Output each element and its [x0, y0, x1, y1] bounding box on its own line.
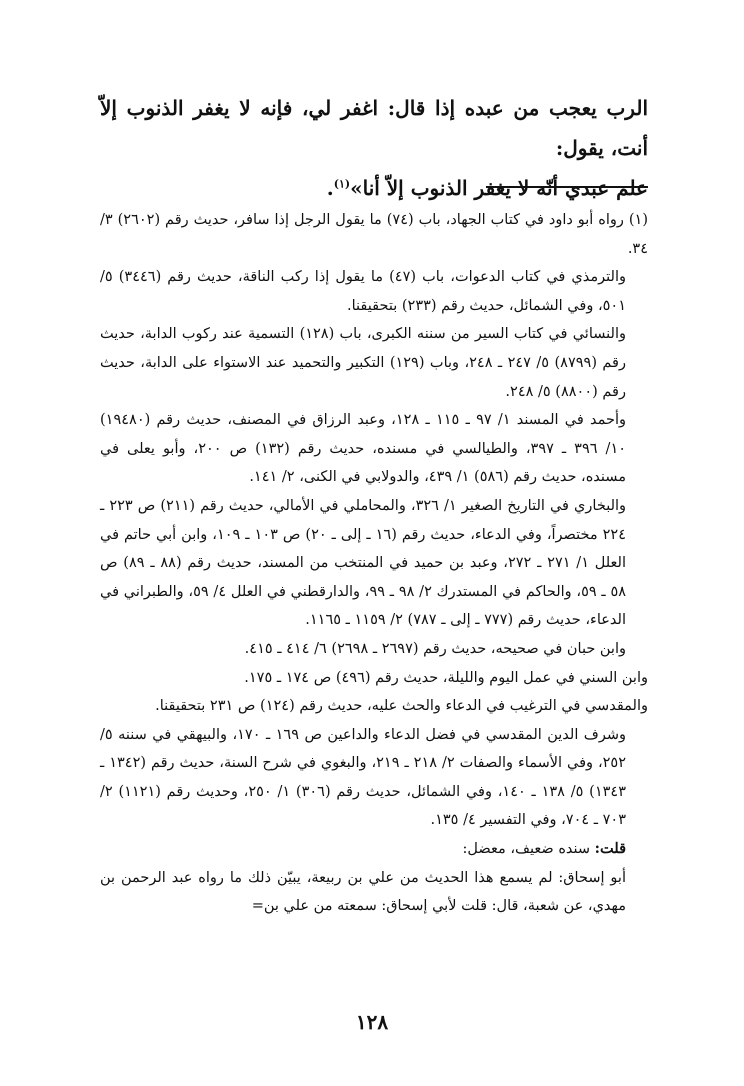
note-paragraph [100, 835, 648, 864]
footnote-paragraph: وابن السني في عمل اليوم والليلة، حديث رقم (٤٩٦) ص ١٧٤ ـ ١٧٥. [244, 669, 648, 686]
note-label: قلت: [594, 840, 626, 858]
footnote-paragraph: والبخاري في التاريخ الصغير ١/ ٣٢٦، والمحاملي في الأمالي، حديث رقم (٢١١) ص ٢٢٣ ـ ٢٢٤ مختصراً، وفي الدعاء، حديث رقم (١٦ ـ إلى ـ ٢٠) ص ١٠٣ ـ ١٠٩، وابن أبي حاتم في العلل ١/ ٢٧١ ـ ٢٧٢، وعبد بن حميد في المنتخب من المسند، حديث رقم (٨٨ ـ ٨٩) ص ٥٨ ـ ٥٩، والحاكم في المستدرك ٢/ ٩٨ ـ ٩٩، والدارقطني في العلل ٤/ ٥٩، والطبراني في الدعاء، حديث رقم (٧٧٧ ـ إلى ـ ٧٨٧) ٢/ ١١٥٩ ـ ١١٦٥. [100, 497, 627, 629]
footnote-paragraph: أبو إسحاق: لم يسمع هذا الحديث من علي بن ربيعة، يبيّن ذلك ما رواه عبد الرحمن بن مهدي، عن شعبة، قال: قلت لأبي إسحاق: سمعته من علي بن= [100, 869, 626, 915]
footnote-reference: (١) [333, 177, 351, 191]
main-text-line: الرب يعجب من عبده إذا قال: اغفر لي، فإنه لا يغفر الذنوب إلاّ أنت، يقول: [100, 96, 648, 160]
footnote-paragraph: والنسائي في كتاب السير من سننه الكبرى، باب (١٢٨) التسمية عند ركوب الدابة، حديث رقم (٨٧٩٩) ٥/ ٢٤٧ ـ ٢٤٨، وباب (١٢٩) التكبير والتحميد عند الاستواء على الدابة، حديث رقم (٨٨٠٠) ٥/ ٢٤٨. [100, 326, 626, 400]
footnote-paragraph: (١) رواه أبو داود في كتاب الجهاد، باب (٧٤) ما يقول الرجل إذا سافر، حديث رقم (٢٦٠٢) ٣/ ٣٤. [100, 212, 648, 257]
footnote-paragraph: والمقدسي في الترغيب في الدعاء والحث عليه، حديث رقم (١٢٤) ص ٢٣١ بتحقيقنا. [155, 698, 648, 715]
footnote-separator [486, 186, 648, 188]
footnote-paragraph: وابن حبان في صحيحه، حديث رقم (٢٦٩٧ ـ ٢٦٩٨) ٦/ ٤١٤ ـ ٤١٥. [244, 640, 626, 657]
footnote-paragraph: وشرف الدين المقدسي في فضل الدعاء والداعين ص ١٦٩ ـ ١٧٠، والبيهقي في سننه ٥/ ٢٥٢، وفي الأسماء والصفات ٢/ ٢١٨ ـ ٢١٩، والبغوي في شرح السنة، حديث رقم (١٣٤٢ ـ ١٣٤٣) ٥/ ١٣٨ ـ ١٤٠، وفي الشمائل، حديث رقم (٣٠٦) ١/ ٢٥٠، وحديث رقم (١١٢١) ٢/ ٧٠٣ ـ ٧٠٤، وفي التفسير ٤/ ١٣٥. [100, 726, 627, 829]
page-number: ١٢٨ [355, 1010, 389, 1034]
main-text [100, 88, 648, 208]
main-text-line: علم عبدي أنّه لا يغفر الذنوب إلاّ أنا»$^{(١)}$. [326, 176, 648, 200]
footnotes [100, 206, 648, 921]
footnote-paragraph: وأحمد في المسند ١/ ٩٧ ـ ١١٥ ـ ١٢٨، وعبد الرزاق في المصنف، حديث رقم (١٩٤٨٠) ١٠/ ٣٩٦ ـ ٣٩٧، والطيالسي في مسنده، حديث رقم (١٣٢) ص ٢٠٠، وأبو يعلى في مسنده، حديث رقم (٥٨٦) ١/ ٤٣٩، والدولابي في الكنى، ٢/ ١٤١. [100, 412, 627, 486]
footnote-paragraph: والترمذي في كتاب الدعوات، باب (٤٧) ما يقول إذا ركب الناقة، حديث رقم (٣٤٤٦) ٥/ ٥٠١، وفي الشمائل، حديث رقم (٢٣٣) بتحقيقنا. [100, 269, 626, 314]
note-text: سنده ضعيف، معضل: [462, 841, 595, 858]
